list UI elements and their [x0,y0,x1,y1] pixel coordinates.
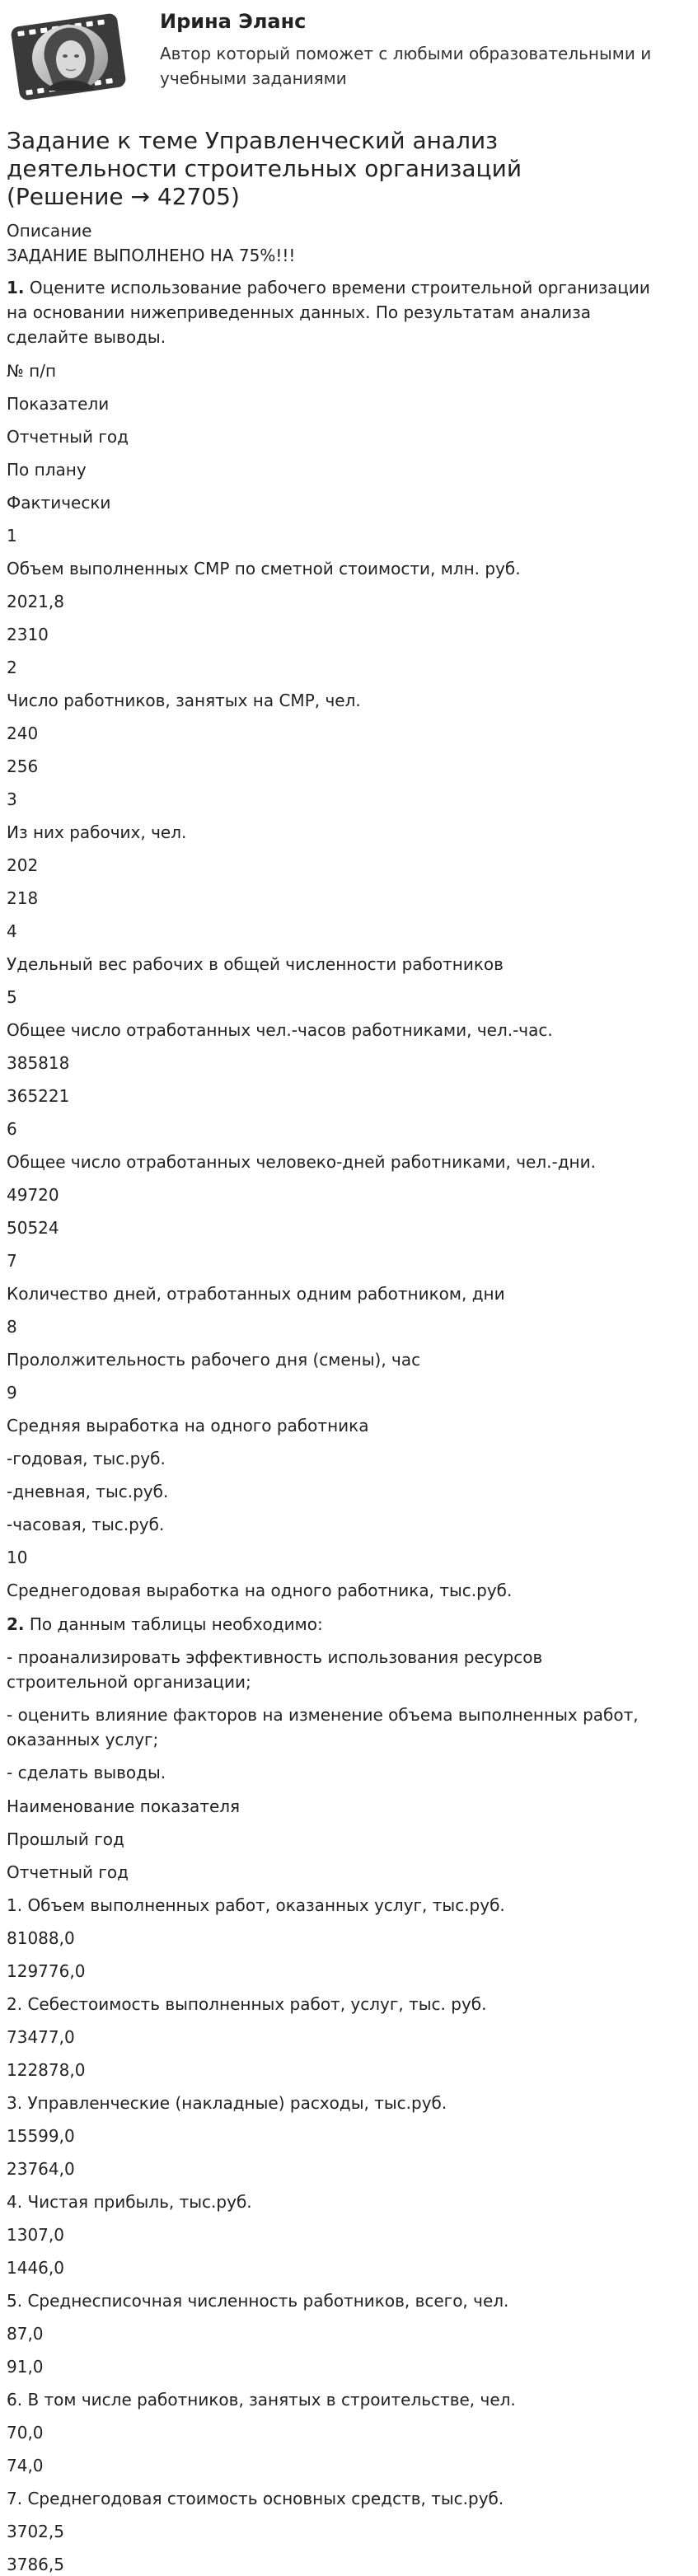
table-cell: -дневная, тыс.руб. [7,1482,169,1501]
table-cell: 7. Среднегодовая стоимость основных средств, тыс.руб. [7,2489,504,2508]
requirement-item: - проанализировать эффективность использования ресурсов строительной организации; [7,1647,543,1692]
table-cell: 74,0 [7,2456,44,2475]
table-cell: 49720 [7,1185,59,1205]
table-cell: 9 [7,1383,17,1403]
task2-requirements [7,1645,691,1785]
table-cell: 1 [7,526,17,546]
author-tagline: Автор который поможет с любыми образовательными и учебными заданиями [160,44,652,88]
table-cell: Средняя выработка на одного работника [7,1416,369,1436]
table-cell: 73477,0 [7,2027,75,2047]
table-cell: 3702,5 [7,2522,64,2541]
requirement-item: - сделать выводы. [7,1763,166,1782]
task2-text: По данным таблицы необходимо: [29,1614,323,1634]
table-cell: Показатели [7,394,110,414]
table-cell: -годовая, тыс.руб. [7,1449,166,1468]
task1-table [7,359,691,1602]
table-cell: Общее число отработанных чел.-часов работниками, чел.-час. [7,1020,553,1040]
table-cell: 129776,0 [7,1961,86,1981]
table-cell: Фактически [7,493,111,513]
table-cell: 3. Управленческие (накладные) расходы, тыс.руб. [7,2093,447,2113]
table-cell: Количество дней, отработанных одним работником, дни [7,1284,505,1304]
table-cell: 1307,0 [7,2225,64,2245]
table-cell: 2021,8 [7,592,64,611]
table-cell: 385818 [7,1053,70,1073]
table-cell: 365221 [7,1086,70,1106]
table-cell: Число работников, занятых на СМР, чел. [7,691,361,710]
table-cell: 3786,5 [7,2555,64,2574]
table-cell: № п/п [7,361,57,381]
table-cell: 6. В том числе работников, занятых в строительстве, чел. [7,2390,516,2410]
table-cell: 5 [7,987,17,1007]
table-cell: Прололжительность рабочего дня (смены), час [7,1350,421,1370]
table-cell: 256 [7,756,39,776]
task2-number: 2. [7,1614,25,1634]
table-cell: Наименование показателя [7,1796,241,1816]
author-card [0,0,698,115]
table-cell: Объем выполненных СМР по сметной стоимости, млн. руб. [7,559,521,578]
task2-table [7,1795,691,2576]
table-cell: 240 [7,724,39,743]
task1-text: Оцените использование рабочего времени строительной организации на основании нижеприведенных данных. По результатам анализа сделайте выводы. [7,278,650,347]
author-info [160,8,671,91]
table-cell: 218 [7,888,39,908]
task1-number: 1. [7,278,25,297]
table-cell: 4. Чистая прибыль, тыс.руб. [7,2192,252,2212]
table-cell: 70,0 [7,2423,44,2443]
table-cell: 87,0 [7,2324,44,2344]
table-cell: 1. Объем выполненных работ, оказанных услуг, тыс.руб. [7,1895,505,1915]
table-cell: 6 [7,1119,17,1139]
table-cell: 1446,0 [7,2258,64,2278]
table-cell: Общее число отработанных человеко-дней работниками, чел.-дни. [7,1152,596,1172]
table-cell: 8 [7,1317,17,1337]
table-cell: 2310 [7,625,49,644]
table-cell: По плану [7,460,87,480]
table-cell: 202 [7,855,39,875]
table-cell: 81088,0 [7,1928,75,1948]
task-title: Задание к теме Управленческий анализ деятельности строительных организаций (Решение → 42705) [7,127,522,210]
table-cell: Отчетный год [7,427,129,447]
task2-question [7,1612,666,1637]
table-cell: 23764,0 [7,2159,75,2179]
author-name[interactable]: Ирина Эланс [160,10,307,33]
table-cell: 122878,0 [7,2060,86,2080]
table-cell: 91,0 [7,2357,44,2377]
table-cell: Среднегодовая выработка на одного работника, тыс.руб. [7,1581,513,1600]
task1-question [7,275,666,349]
table-cell: Прошлый год [7,1829,124,1849]
description-label: Описание [7,221,92,241]
table-cell: 2. Себестоимость выполненных работ, услуг, тыс. руб. [7,1994,487,2014]
table-cell: 5. Среднесписочная численность работников, всего, чел. [7,2291,509,2311]
avatar-photo-icon [8,8,129,105]
table-cell: Удельный вес рабочих в общей численности работников [7,954,504,974]
task-description [7,218,691,2576]
author-avatar[interactable] [8,8,129,105]
table-cell: 10 [7,1548,28,1567]
table-cell: 2 [7,658,17,677]
table-cell: Из них рабочих, чел. [7,822,187,842]
table-cell: 50524 [7,1218,59,1238]
table-cell: -часовая, тыс.руб. [7,1515,165,1534]
completion-status: ЗАДАНИЕ ВЫПОЛНЕНО НА 75%!!! [7,246,296,265]
table-cell: 4 [7,921,17,941]
table-cell: 7 [7,1251,17,1271]
table-cell: Отчетный год [7,1862,129,1882]
table-cell: 3 [7,789,17,809]
table-cell: 15599,0 [7,2126,75,2146]
requirement-item: - оценить влияние факторов на изменение объема выполненных работ, оказанных услуг; [7,1705,639,1749]
